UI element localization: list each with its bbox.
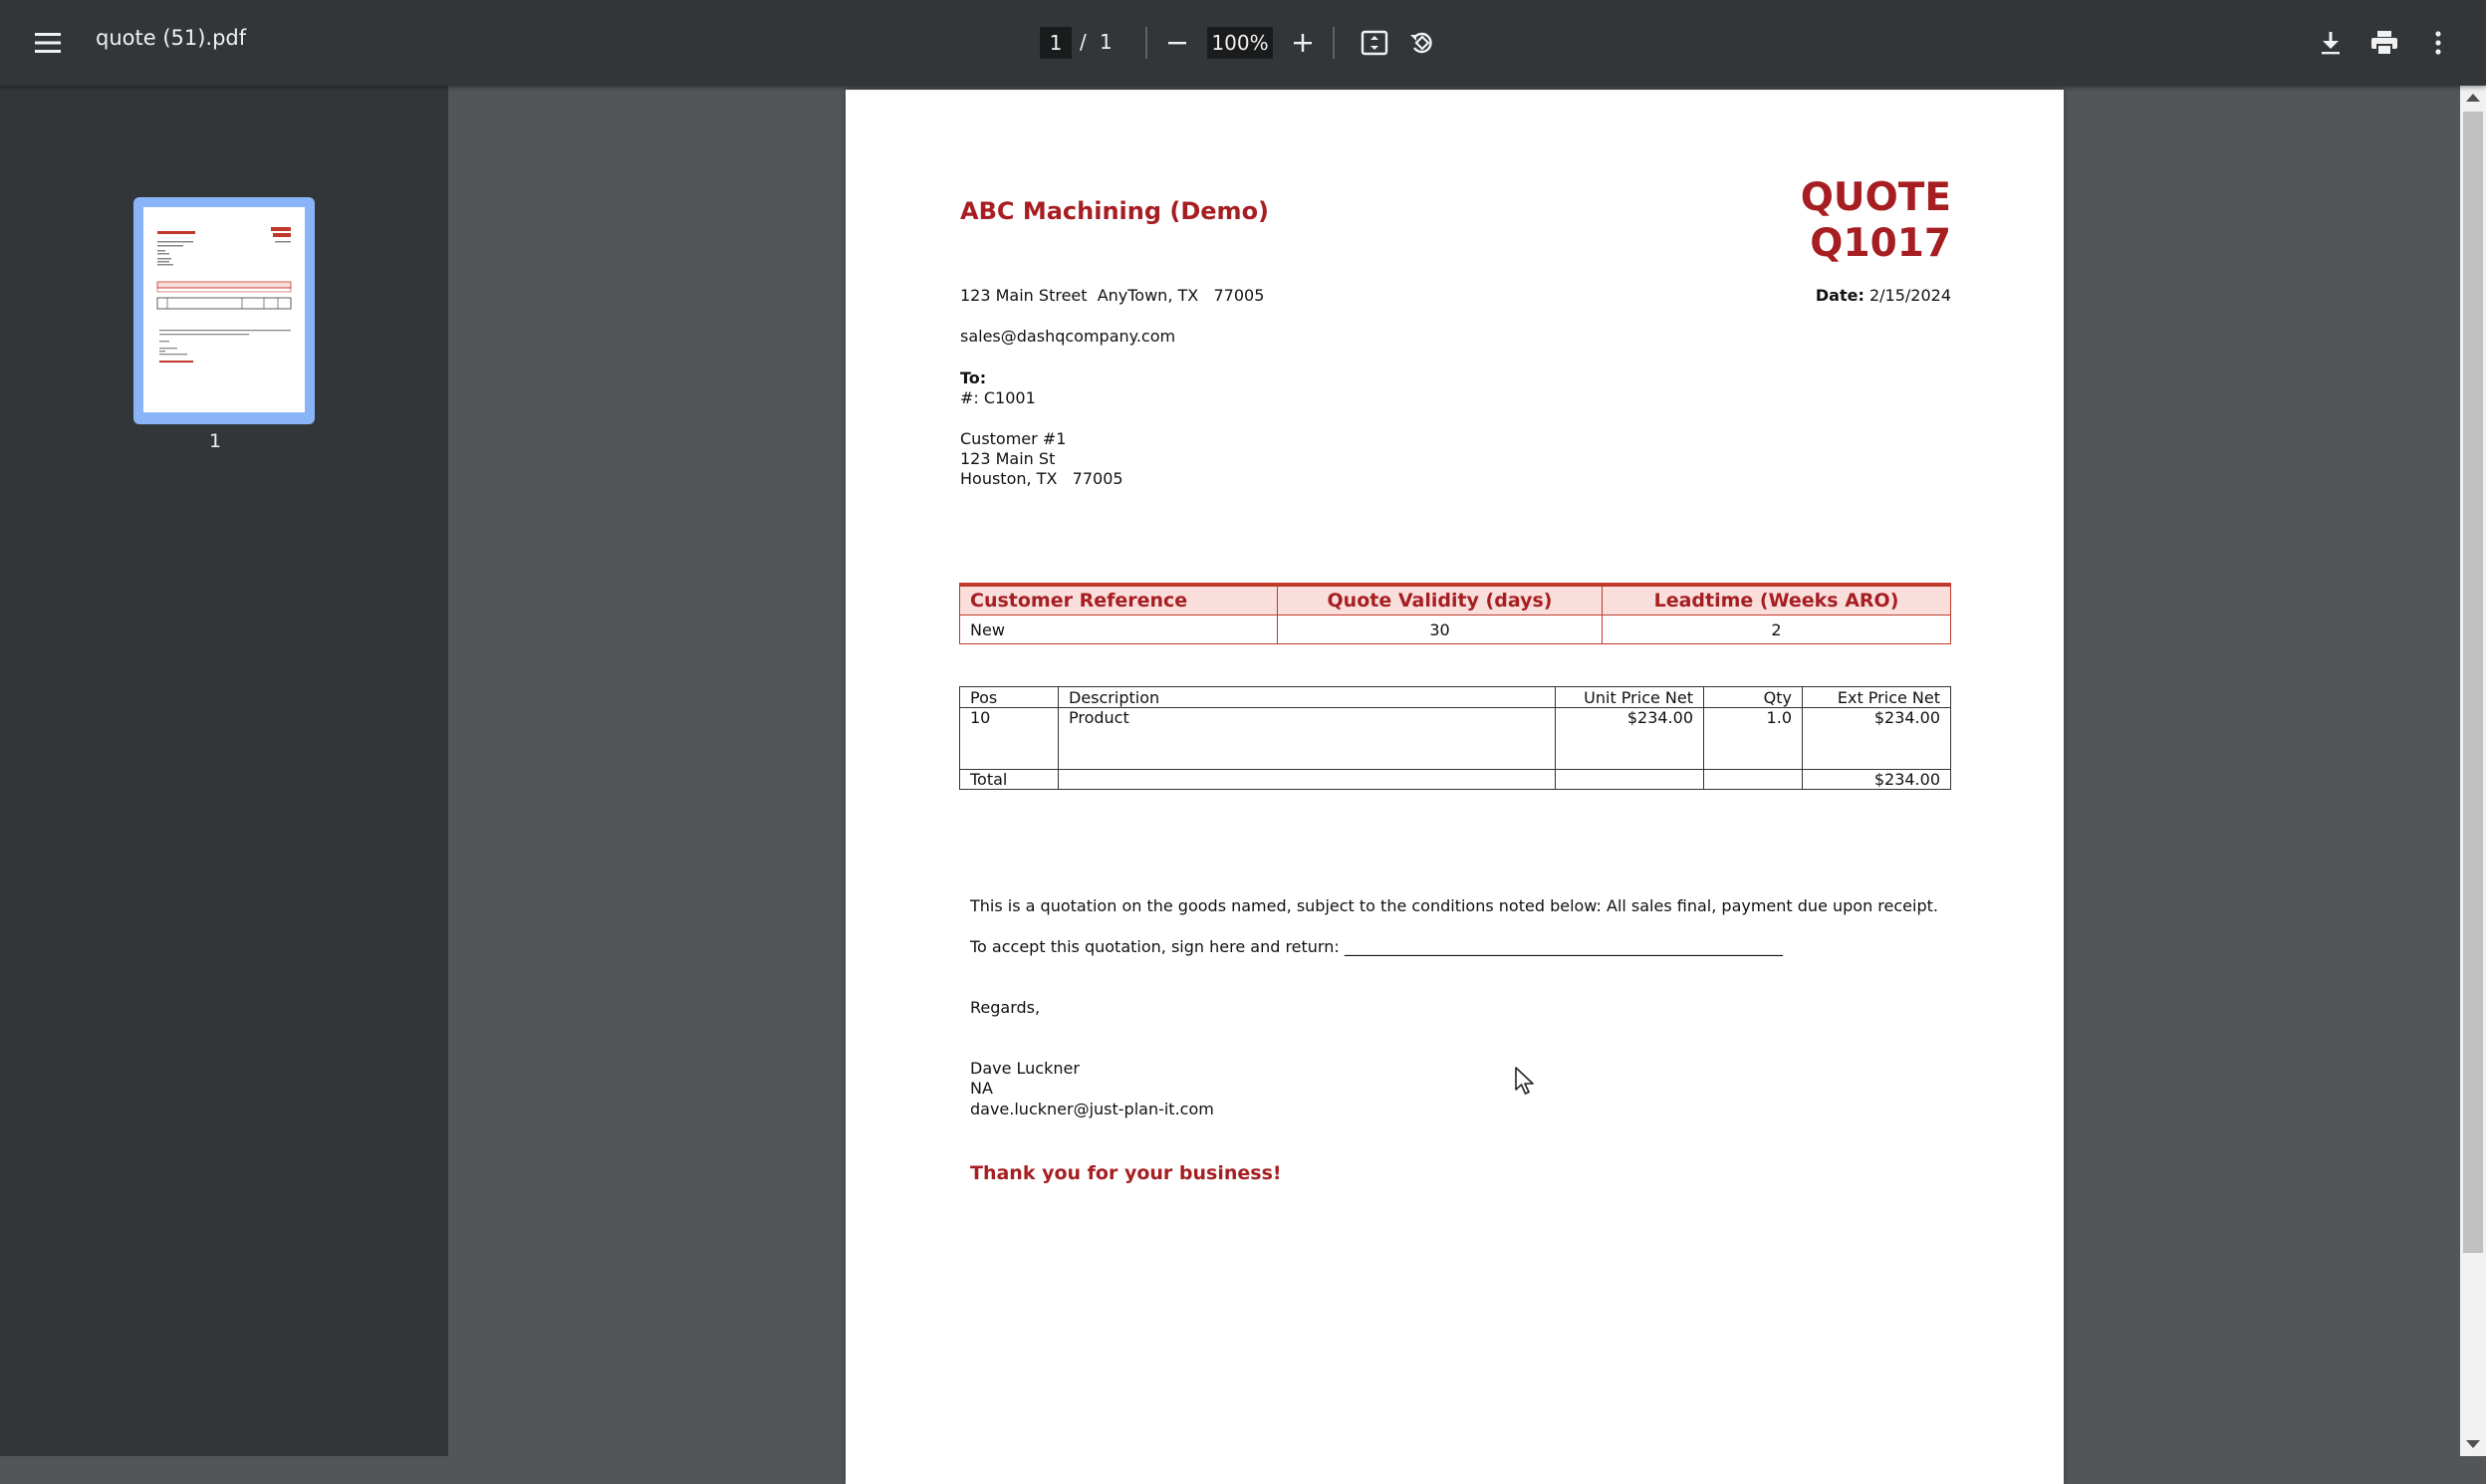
company-name: ABC Machining (Demo) (960, 197, 1270, 225)
col-customer-reference: Customer Reference (960, 585, 1278, 616)
customer-number: #: C1001 (960, 388, 1036, 407)
pdf-page (846, 90, 2064, 1484)
col-unit-price: Unit Price Net (1556, 687, 1704, 708)
date-label: Date: (1815, 286, 1864, 305)
file-name: quote (51).pdf (96, 26, 247, 50)
signer-email: dave.luckner@just-plan-it.com (970, 1100, 1214, 1118)
col-quote-validity: Quote Validity (days) (1278, 585, 1603, 616)
total-empty-cell (1704, 770, 1803, 790)
reference-table (959, 583, 1951, 644)
print-button[interactable] (2364, 23, 2404, 63)
menu-button[interactable] (24, 19, 72, 67)
download-icon (2320, 31, 2342, 55)
item-description: Product (1059, 708, 1556, 770)
col-leadtime: Leadtime (Weeks ARO) (1603, 585, 1951, 616)
rotate-button[interactable] (1402, 23, 1442, 63)
zoom-out-icon (1167, 33, 1187, 53)
terms-text: This is a quotation on the goods named, subject to the conditions noted below: All sales final, payment due upon receipt. (970, 896, 1938, 915)
item-qty: 1.0 (1704, 708, 1803, 770)
customer-city: Houston, TX 77005 (960, 469, 1123, 488)
print-icon (2370, 30, 2398, 56)
total-label: Total (960, 770, 1059, 790)
col-description: Description (1059, 687, 1556, 708)
customer-name: Customer #1 (960, 429, 1067, 448)
page-thumbnail[interactable] (133, 197, 315, 424)
page-separator: / (1080, 30, 1087, 54)
regards-text: Regards, (970, 998, 1041, 1017)
total-value: $234.00 (1803, 770, 1951, 790)
thumbnail-page-number: 1 (209, 430, 222, 452)
more-vert-icon (2434, 31, 2442, 55)
pdf-toolbar (0, 0, 2486, 86)
item-ext-price: $234.00 (1803, 708, 1951, 770)
line-items-table (959, 686, 1951, 790)
total-pages: 1 (1100, 30, 1113, 54)
company-address: 123 Main Street AnyTown, TX 77005 (960, 286, 1265, 305)
quote-date (1816, 286, 1951, 305)
zoom-out-button[interactable] (1157, 23, 1197, 63)
document-type: QUOTE (1800, 175, 1951, 220)
reference-row (960, 616, 1951, 644)
download-button[interactable] (2311, 23, 2351, 63)
toolbar-divider (1145, 27, 1147, 59)
thumbnail-sidebar (0, 86, 448, 1456)
scrollbar-thumb[interactable] (2463, 112, 2483, 1253)
customer-street: 123 Main St (960, 449, 1056, 468)
zoom-level-input[interactable]: 100% (1207, 27, 1273, 59)
thumbnail-preview (143, 207, 305, 412)
rotate-icon (1408, 29, 1436, 57)
signer-title: NA (970, 1079, 993, 1098)
total-row (960, 770, 1951, 790)
mouse-cursor-icon (1514, 1066, 1536, 1098)
zoom-in-icon (1293, 33, 1313, 53)
fit-page-button[interactable] (1355, 23, 1394, 63)
page-number-input[interactable]: 1 (1040, 27, 1072, 59)
total-empty-cell (1556, 770, 1704, 790)
col-ext-price: Ext Price Net (1803, 687, 1951, 708)
company-email: sales@dashqcompany.com (960, 327, 1176, 346)
signer-name: Dave Luckner (970, 1059, 1080, 1078)
leadtime-value: 2 (1603, 616, 1951, 644)
accept-text: To accept this quotation, sign here and return: _______________________________________________________ (970, 937, 1783, 956)
total-empty-cell (1059, 770, 1556, 790)
to-label: To: (960, 369, 987, 387)
thank-you-message: Thank you for your business! (970, 1162, 1282, 1184)
fit-page-icon (1361, 30, 1388, 56)
col-pos: Pos (960, 687, 1059, 708)
scroll-down-arrow-icon[interactable] (2466, 1440, 2480, 1448)
item-pos: 10 (960, 708, 1059, 770)
items-header-row (960, 687, 1951, 708)
quote-number: Q1017 (1810, 221, 1951, 266)
table-row (960, 708, 1951, 770)
reference-header-row (960, 585, 1951, 616)
more-options-button[interactable] (2418, 23, 2458, 63)
customer-reference-value: New (960, 616, 1278, 644)
item-unit-price: $234.00 (1556, 708, 1704, 770)
toolbar-divider (1333, 27, 1335, 59)
date-value: 2/15/2024 (1868, 286, 1951, 305)
menu-icon (35, 32, 61, 54)
col-qty: Qty (1704, 687, 1803, 708)
quote-validity-value: 30 (1278, 616, 1603, 644)
zoom-in-button[interactable] (1283, 23, 1323, 63)
scroll-up-arrow-icon[interactable] (2466, 94, 2480, 102)
